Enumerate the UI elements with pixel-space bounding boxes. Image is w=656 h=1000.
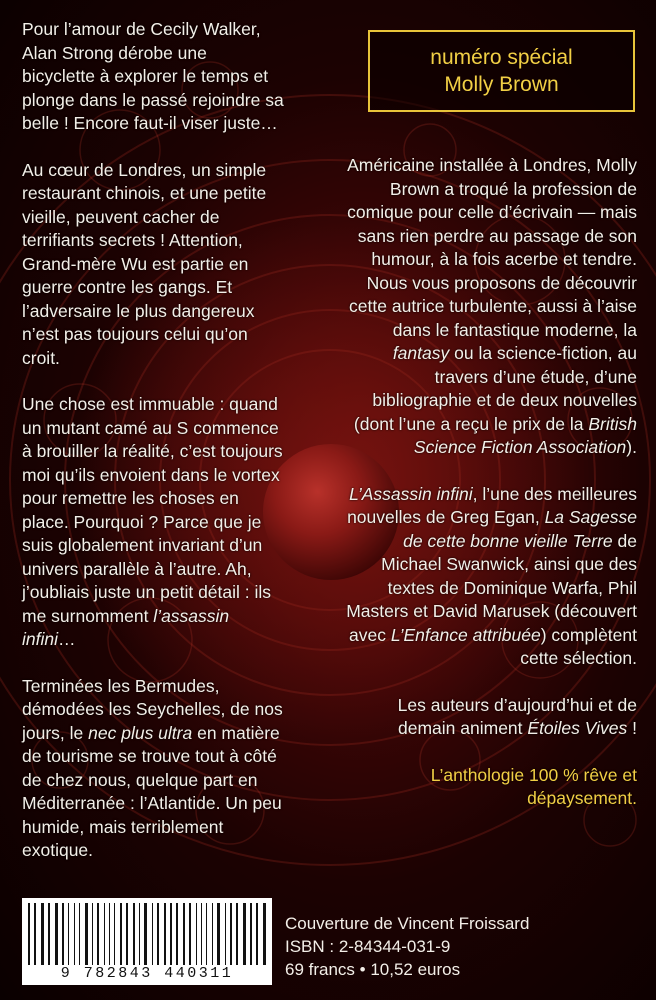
price: 69 francs • 10,52 euros bbox=[285, 960, 461, 979]
barcode-bar bbox=[41, 903, 44, 965]
barcode-bar bbox=[164, 903, 166, 965]
barcode-bar bbox=[104, 903, 105, 965]
barcode-bar bbox=[126, 903, 128, 965]
special-issue-box bbox=[368, 30, 635, 112]
barcode-bar bbox=[62, 903, 64, 965]
barcode-bar bbox=[263, 903, 266, 965]
special-issue-label: numéro spécial bbox=[430, 46, 573, 69]
barcode-bar bbox=[85, 903, 88, 965]
series-paragraph: Les auteurs d’aujourd’hui et de demain animent Étoiles Vives ! bbox=[397, 694, 637, 738]
barcode-bar bbox=[74, 903, 75, 965]
cover-credit: Couverture de Vincent Froissard bbox=[285, 914, 530, 933]
barcode-bar bbox=[114, 903, 115, 965]
barcode-bar bbox=[55, 903, 58, 965]
italic-title: L’Enfance attribuée bbox=[390, 624, 541, 645]
barcode-bar bbox=[243, 903, 246, 965]
barcode-bar bbox=[92, 903, 93, 965]
barcode-digits: 9 782843 440311 bbox=[60, 965, 234, 982]
barcode-bar bbox=[196, 903, 197, 965]
italic-title: l’assassin infini bbox=[22, 605, 230, 649]
italic-title: L’Assassin infini bbox=[349, 483, 473, 504]
barcode-bar bbox=[152, 903, 153, 965]
barcode-bar bbox=[34, 903, 36, 965]
italic-title: nec plus ultra bbox=[88, 722, 193, 743]
barcode-bar bbox=[225, 903, 226, 965]
italic-title: fantasy bbox=[392, 343, 450, 363]
barcode-bar bbox=[183, 903, 185, 965]
special-issue-author: Molly Brown bbox=[444, 73, 559, 96]
barcode-bar bbox=[139, 903, 140, 965]
tagline: L’anthologie 100 % rêve et dépaysement. bbox=[430, 764, 637, 808]
imprint-info bbox=[285, 912, 585, 981]
blurb-paragraph-4: Terminées les Bermudes, démodées les Seychelles, de nos jours, le nec plus ultra en matière de tourisme se trouve tout à côté de chez nous, quelque part en Méditerranée : l’Atlantide. Un peu humide, mais terriblement exotique. bbox=[22, 675, 283, 860]
isbn-number: ISBN : 2-84344-031-9 bbox=[285, 937, 451, 956]
barcode-bar bbox=[157, 903, 159, 965]
barcode-bar bbox=[206, 903, 207, 965]
barcode-bar bbox=[170, 903, 172, 965]
barcode-bar bbox=[120, 903, 122, 965]
isbn-barcode bbox=[22, 898, 272, 985]
barcode-bar bbox=[144, 903, 147, 965]
italic-title: La Sagesse de cette bonne vieille Terre bbox=[403, 507, 637, 551]
italic-title: British Science Fiction Association bbox=[413, 413, 637, 457]
blurb-paragraph-1: Pour l’amour de Cecily Walker, Alan Strong dérobe une bicyclette à explorer le temps et plonge dans le passé rejoindre sa belle ! Encore faut-il viser juste… bbox=[22, 19, 284, 133]
barcode-bar bbox=[48, 903, 50, 965]
barcode-bar bbox=[68, 903, 69, 965]
barcode-bar bbox=[79, 903, 80, 965]
barcode-bar bbox=[97, 903, 99, 965]
italic-title: Étoiles Vives bbox=[527, 718, 628, 738]
barcode-bar bbox=[230, 903, 232, 965]
barcode-bar bbox=[28, 903, 30, 965]
barcode-bar bbox=[212, 903, 213, 965]
author-intro-paragraph: Américaine installée à Londres, Molly Brown a troqué la profession de comique pour celle d’écrivain — mais sans rien perdre au passage de son humour, à la fois acerbe et tendre. Nous vous proposons de découvrir cette autrice turbulente, aussi à l’aise dans le fantastique moderne, la fantasy ou la science-fiction, au travers d’une étude, d’une bibliographie et de deux nouvelles (dont l’une a reçu le prix de la British Science Fiction Association). bbox=[347, 155, 637, 457]
barcode-bar bbox=[109, 903, 110, 965]
barcode-bar bbox=[176, 903, 178, 965]
blurb-paragraph-2: Au cœur de Londres, un simple restaurant chinois, et une petite vieille, peuvent cacher de terrifiants secrets ! Attention, Grand-mère Wu est partie en guerre contre les gangs. Et l’adversaire le plus dangereux n’est pas toujours celui qu’on croit. bbox=[22, 159, 267, 368]
barcode-bar bbox=[236, 903, 238, 965]
barcode-bar bbox=[189, 903, 191, 965]
right-column-text bbox=[345, 154, 637, 834]
contents-paragraph: L’Assassin infini, l’une des meilleures nouvelles de Greg Egan, La Sagesse de cette bonne vieille Terre de Michael Swanwick, ainsi que des textes de Dominique Warfa, Phil Masters et David Marusek (découvert avec L’Enfance attribuée) complètent cette sélection. bbox=[346, 483, 637, 668]
barcode-bars bbox=[28, 903, 266, 965]
left-column-text bbox=[22, 18, 284, 886]
barcode-bar bbox=[201, 903, 202, 965]
barcode-bar bbox=[133, 903, 135, 965]
blurb-paragraph-3: Une chose est immuable : quand un mutant camé au S commence à brouiller la réalité, c’est toujours moi qu’ils envoient dans le vortex pour remettre les choses en place. Pourquoi ? Parce que je suis globalement invariant d’un univers parallèle à l’autre. Ah, j’oubliais juste un petit détail : ils me surnomment l’assassin infini… bbox=[22, 394, 283, 649]
barcode-bar bbox=[256, 903, 258, 965]
barcode-bar bbox=[250, 903, 252, 965]
barcode-bar bbox=[217, 903, 220, 965]
